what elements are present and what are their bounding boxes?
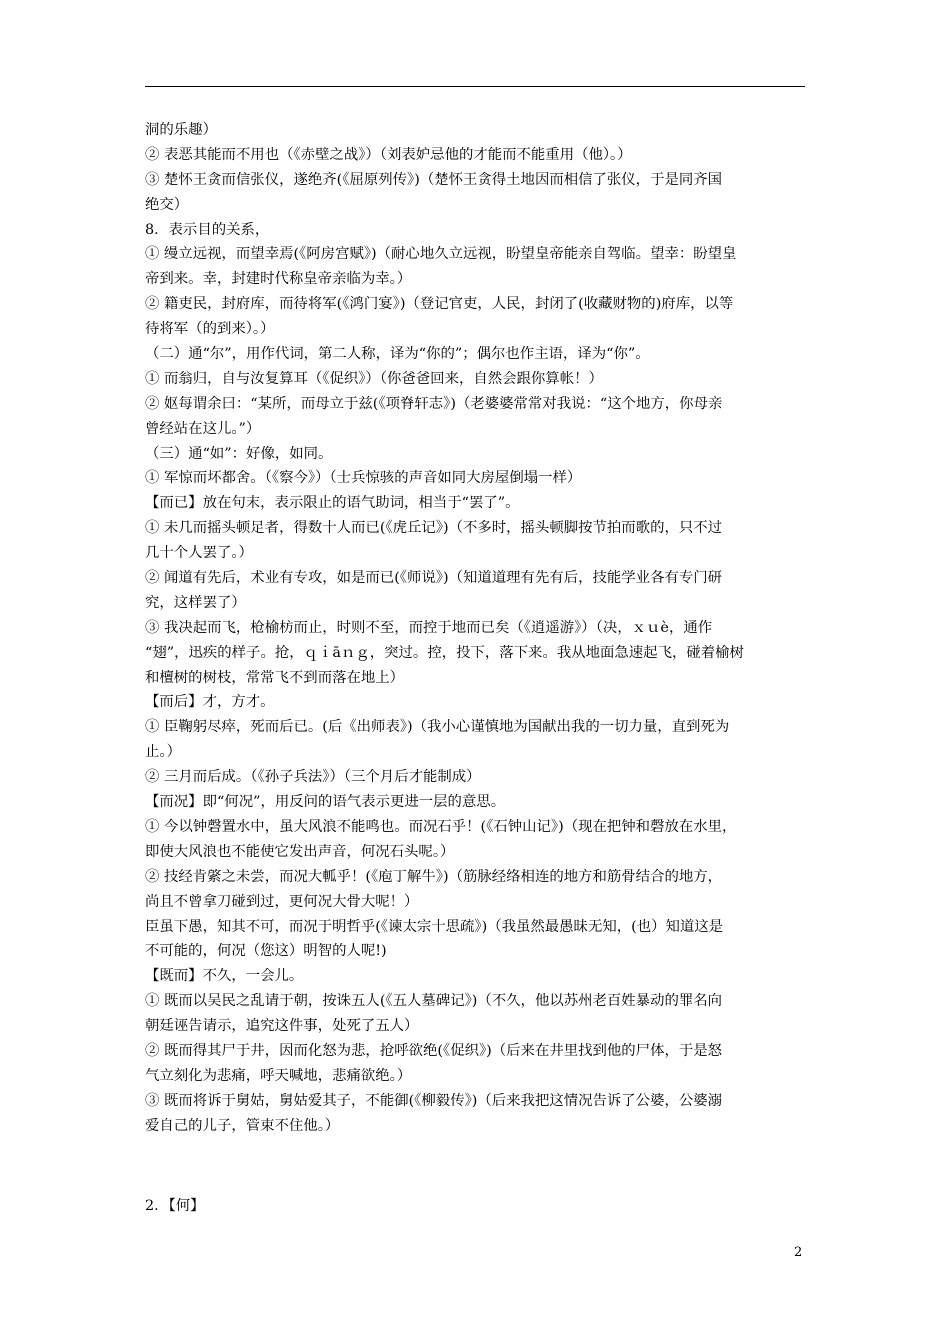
text-line: ② 闻道有先后，术业有专攻，如是而已(《师说》)（知道道理有先有后，技能学业各有专门研 [145, 570, 723, 587]
text-line: 不可能的，何况（您这）明智的人呢!) [145, 943, 387, 960]
text-line: ② 妪每谓余曰：“某所，而母立于兹(《项脊轩志》)（老婆婆常常对我说：“这个地方，你母亲 [145, 395, 723, 412]
text-line: 洞的乐趣） [145, 122, 217, 138]
text-line: 8．表示目的关系， [145, 221, 270, 238]
text-line: ① 未几而摇头顿足者，得数十人而已(《虎丘记》)（不多时，摇头顿脚按节拍而歌的，只不过 [145, 520, 723, 537]
text-line: ③ 楚怀王贪而信张仪，遂绝齐(《屈原列传》)（楚怀王贪得土地因而相信了张仪，于是同齐国 [145, 171, 723, 188]
text-line: 【而后】才，方才。 [145, 694, 275, 711]
text-line: 止。） [145, 744, 181, 761]
text-line: （二）通“尔”，用作代词，第二人称，译为“你的”；偶尔也作主语，译为“你”。 [145, 346, 650, 363]
text-line: ① 既而以吴民之乱请于朝，按诛五人(《五人墓碑记》)（不久，他以苏州老百姓暴动的罪名向 [145, 993, 723, 1010]
text-line: ① 臣鞠躬尽瘁，死而后已。(后《出师表》)（我小心谨慎地为国献出我的一切力量，直到死为 [145, 719, 730, 736]
text-line: 臣虽下愚，知其不可，而况于明哲乎(《谏太宗十思疏》)（我虽然最愚昧无知，(也）知道这是 [145, 918, 724, 935]
text-line: 朝廷诬告请示，追究这件事，处死了五人） [145, 1018, 419, 1035]
text-line: 几十个人罢了。） [145, 545, 253, 562]
text-line: ② 三月而后成。（《孙子兵法》）（三个月后才能制成） [145, 769, 481, 786]
text-line: ① 今以钟磬置水中，虽大风浪不能鸣也。而况石乎！(《石钟山记》)（现在把钟和磬放在水里， [145, 818, 737, 835]
text-line: 爱自己的儿子，管束不住他。） [145, 1117, 340, 1134]
text-line: 即使大风浪也不能使它发出声音，何况石头呢。） [145, 843, 455, 860]
text-line: ① 缦立远视，而望幸焉(《阿房宫赋》)（耐心地久立远视，盼望皇帝能亲自驾临。望幸：盼望皇 [145, 246, 737, 263]
text-line: ② 表恶其能而不用也（《赤壁之战》）（刘表妒忌他的才能而不能重用（他）。） [145, 146, 632, 163]
text-line: “翅”，迅疾的样子。抢，ｑｉāｎｇ，突过。控，投下，落下来。我从地面急速起飞，碰着榆树 [145, 644, 744, 661]
text-line: 究，这样罢了） [145, 594, 246, 611]
text-line: 【而已】放在句末，表示限止的语气助词，相当于“罢了”。 [145, 495, 520, 512]
text-line: 帝到来。幸，封建时代称皇帝亲临为幸。） [145, 271, 412, 288]
text-line: （三）通“如”：好像，如同。 [145, 445, 333, 462]
text-line: 【而况】即“何况”，用反问的语气表示更进一层的意思。 [145, 794, 506, 811]
header-rule [145, 86, 805, 87]
page-number: 2 [794, 1245, 803, 1260]
text-line: 气立刻化为悲痛，呼天喊地，悲痛欲绝。） [145, 1067, 412, 1084]
text-line: 待将军（的到来）。） [145, 321, 275, 338]
text-line: 尚且不曾拿刀碰到过，更何况大骨大呢！） [145, 893, 419, 910]
section-heading: 2．【何】 [145, 1198, 205, 1214]
text-line: ① 而翁归，自与汝复算耳（《促织》）（你爸爸回来，自然会跟你算帐！） [145, 370, 603, 387]
text-line: 绝交） [145, 196, 189, 213]
text-line: ② 既而得其尸于井，因而化怒为悲，抢呼欲绝(《促织》)（后来在井里找到他的尸体，于是怒 [145, 1042, 723, 1059]
text-line: ③ 既而将诉于舅姑，舅姑爱其子，不能御(《柳毅传》)（后来我把这情况告诉了公婆，公婆溺 [145, 1092, 723, 1109]
text-line: ② 籍吏民，封府库，而待将军(《鸿门宴》)（登记官吏，人民，封闭了(收藏财物的)府库，以等 [145, 296, 734, 313]
text-line: 曾经站在这儿。”） [145, 420, 261, 437]
document-body [145, 118, 813, 1139]
text-line: 和檀树的树枝，常常飞不到而落在地上） [145, 669, 405, 686]
text-line: 【既而】不久，一会儿。 [145, 968, 304, 985]
text-line: ③ 我决起而飞，枪榆枋而止，时则不至，而控于地而已矣（《逍遥游》）（决，ｘｕè，通作 [145, 619, 713, 636]
text-line: ① 军惊而坏都舍。（《察今》）（士兵惊骇的声音如同大房屋倒塌一样） [145, 470, 582, 487]
text-line: ② 技经肯綮之未尝，而况大軱乎！(《庖丁解牛》)（筋脉经络相连的地方和筋骨结合的地方， [145, 868, 723, 885]
